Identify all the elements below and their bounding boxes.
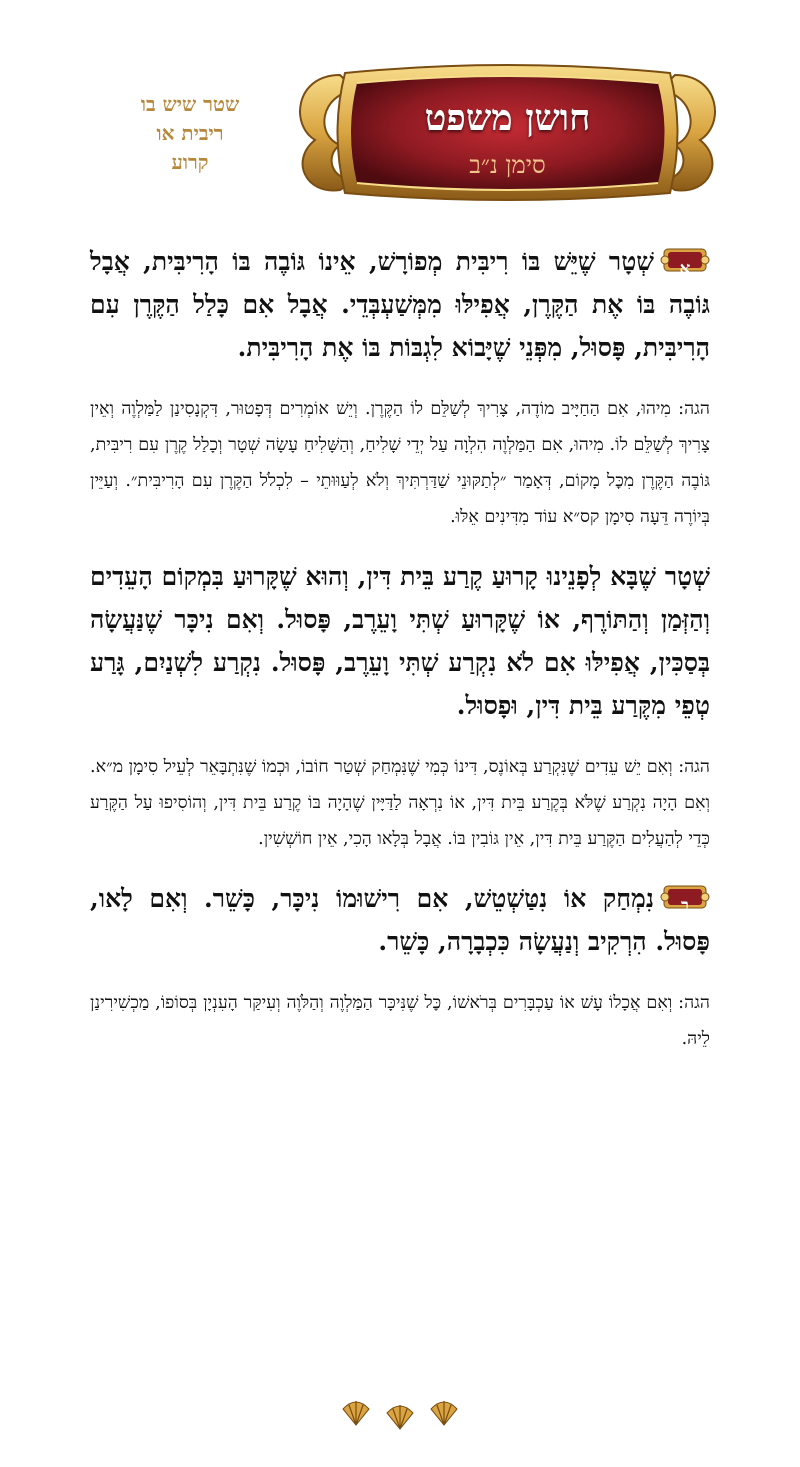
side-title-line: ריבית או xyxy=(156,121,224,145)
halacha-text: שְׁטָר שֶׁבָּא לְפָנֵינוּ קָרוּעַ קֶרַע בֵּית דִּין, וְהוּא שֶׁקָּרוּעַ בִּמְקוֹם הָעֵדִים וְהַזְּמַן וְהַתּוֹרֶף, אוֹ שֶׁקָּרוּעַ שְׁתִּי וָעֵרֶב, פָּסוּל. וְאִם נִיכָּר שֶׁנַּעֲשָׂה בְּסַכִּין, אֲפִילּוּ אִם לֹא נִקְרַע שְׁתִּי וָעֵרֶב, פָּסוּל. נִקְרַע לִשְׁנַיִם, גָּרַע טְפֵי מִקֶּרַע בֵּית דִּין, וּפָסוּל. xyxy=(90,562,710,720)
banner-title: חושן משפט xyxy=(424,97,591,139)
shell-icon xyxy=(384,1401,416,1431)
end-ornament xyxy=(340,1397,460,1429)
shell-icon xyxy=(428,1397,460,1427)
halacha-text: שְׁטָר שֶׁיֵּשׁ בּוֹ רִיבִּית מְפוֹרָשׁ, אֵינוֹ גּוֹבֶה בּוֹ הָרִיבִּית, אֲבָל גּוֹבֶה בּוֹ אֶת הַקֶּרֶן, אֲפִילּוּ מִמְּשַׁעְבְּדֵי. אֲבָל אִם כָּלַל הַקֶּרֶן עִם הָרִיבִּית, פָּסוּל, מִפְּנֵי שֶׁיָּבוֹא לִגְבּוֹת בּוֹ אֶת הָרִיבִּית. xyxy=(90,247,710,362)
hagah-paragraph: הגה: וְאִם אֲכָלוֹ עָשׁ אוֹ עַכְבָּרִים בְּרֹאשׁוֹ, כׇּל שֶׁנִּיכָּר הַמַּלְוֶה וְהַלֹּוֶה וְעִיקַּר הָעִנְיָן בְּסוֹפוֹ, מַכְשִׁירִינַן לֵיהּ. xyxy=(90,993,710,1049)
halacha-text: נִמְחַק אוֹ נִטַּשְׁטֵשׁ, אִם רִישׁוּמוֹ נִיכָּר, כָּשֵׁר. וְאִם לָאו, פָּסוּל. הִרְקִיב וְנַעֲשָׂה כִּכְבָרָה, כָּשֵׁר. xyxy=(90,884,710,956)
halacha-paragraph xyxy=(90,555,710,727)
seif-badge-letter: ב xyxy=(680,896,690,916)
seif-badge xyxy=(660,246,710,279)
side-title-line: שטר שיש בו xyxy=(140,92,240,116)
page-header xyxy=(0,0,800,225)
halacha-paragraph xyxy=(90,240,710,369)
banner-subtitle: סימן נ״ב xyxy=(469,151,546,179)
shell-icon xyxy=(340,1397,372,1427)
side-title-line: קרוע xyxy=(171,150,209,174)
hagah-paragraph: הגה: וְאִם יֵשׁ עֵדִים שֶׁנִּקְרַע בְּאוֹנֶס, דִּינוֹ כְּמִי שֶׁנִּמְחַק שְׁטַר חוֹבוֹ, וּכְמוֹ שֶׁנִּתְבָּאֵר לְעֵיל סִימָן מ״א. וְאִם הָיָה נִקְרַע שֶׁלֹּא בְּקֶרַע בֵּית דִּין, אוֹ נִרְאָה לַדַּיָּין שֶׁהָיָה בּוֹ קֶרַע בֵּית דִּין, וְהוֹסִיפוּ עַל הַקֶּרַע כְּדֵי לְהַעֲלִים הַקֶּרַע בֵּית דִּין, אֵין גּוֹבִין בּוֹ. אֲבָל בְּלָאו הָכִי, אֵין חוֹשְׁשִׁין. xyxy=(90,757,710,849)
seif-badge xyxy=(660,883,710,916)
side-title xyxy=(130,90,250,177)
halacha-paragraph xyxy=(90,877,710,963)
title-banner xyxy=(285,55,730,210)
hagah-paragraph: הגה: מִיהוּ, אִם הַחַיָּיב מוֹדֶה, צָרִיךְ לְשַׁלֵּם לוֹ הַקֶּרֶן. וְיֵשׁ אוֹמְרִים דְּפָטוּר, דִּקְנָסִינַן לַמַּלְוֶה וְאֵין צָרִיךְ לְשַׁלֵּם לוֹ. מִיהוּ, אִם הַמַּלְוֶה הִלְוָה עַל יְדֵי שָׁלִיחַ, וְהַשָּׁלִיחַ עָשָׂה שְׁטָר וְכָלַל קֶרֶן עִם רִיבִּית, גּוֹבֶה הַקֶּרֶן מִכׇּל מָקוֹם, דְּאָמַר ״לְתַקּוּנֵי שַׁדַּרְתִּיךְ וְלֹא לְעַוּוּתֵי – לִכְלֹל הַקֶּרֶן עִם הָרִיבִּית״. וְעַיֵּין בְּיוֹרֶה דֵּעָה סִימָן קס״א עוֹד מִדִּינִים אֵלּוּ. xyxy=(90,399,710,527)
document-body xyxy=(90,240,710,1077)
seif-badge-letter: א xyxy=(679,259,691,279)
